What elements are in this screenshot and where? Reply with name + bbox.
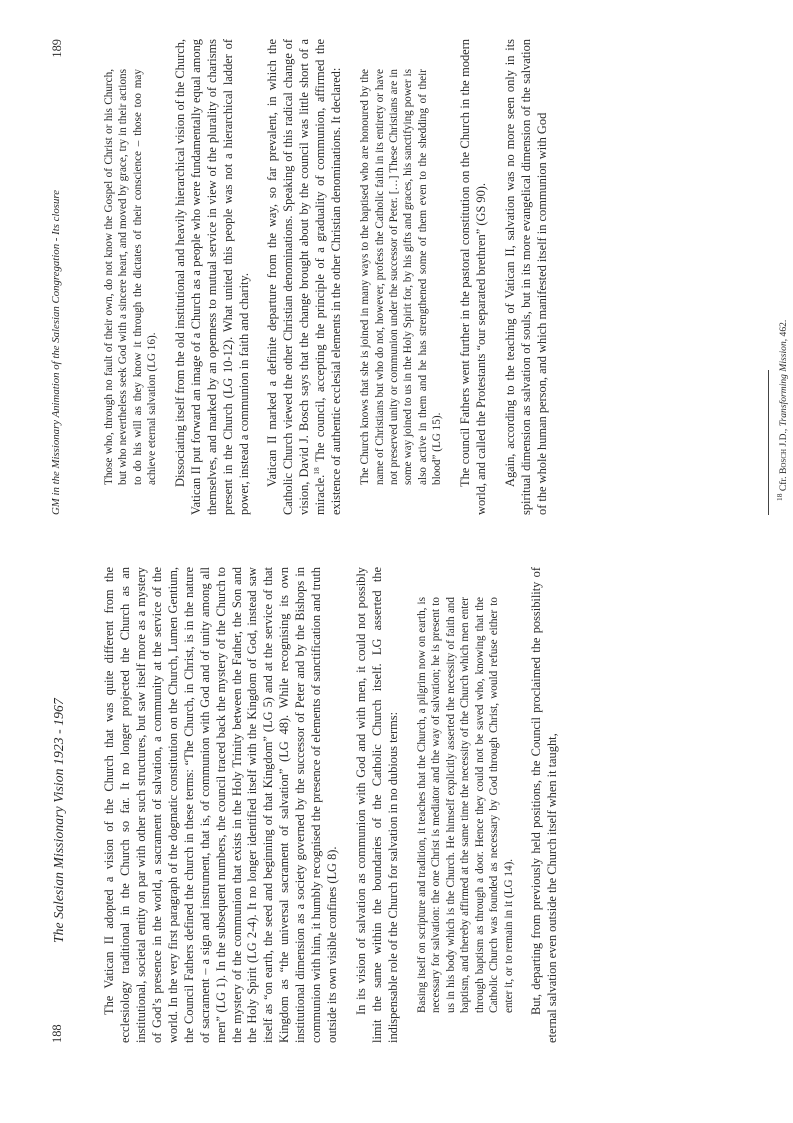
right-page xyxy=(50,39,789,515)
block-quote: The Church knows that she is joined in many ways to the baptised who are honoured by the name of Christians but who do not, however, profess the Catholic faith in its entirety or have not preserved unity or communion under the successor of Peter. […] These Christians are in some way joined to us in the Holy Spirit for, by his gifts and graces, his sanctifying power is also active in them and he has strengthened some of them even to the shedding of their blood” (LG 15). xyxy=(359,69,444,485)
block-quote: Basing itself on scripture and tradition, it teaches that the Church, a pilgrim now on earth, is necessary for salvation: the one Christ is mediator and the way of salvation; he is present to us in his body which is the Church. He himself explicitly asserted the necessity of faith and baptism, and thereby affirmed at the same time the necessity of the Church which men enter through baptism as through a door. Hence they could not be saved who, knowing that the Catholic Church was founded as necessary by God through Christ, would refuse either to enter it, or to remain in it (LG 14). xyxy=(415,597,515,1013)
paragraph: But, departing from previously held positions, the Council proclaimed the possibility of eternal salvation even outside the Church itself when it taught, xyxy=(528,567,559,1043)
footnote-rule xyxy=(768,370,769,515)
left-header xyxy=(50,567,72,1043)
footnote-ref: 18 xyxy=(312,467,322,475)
page-number: 189 xyxy=(50,39,64,58)
paragraph: The Vatican II adopted a vision of the Church that was quite different from the ecclesiology traditional in the Church so far. It no longer projected the Church as an institutional, societal entity on par with other such structures, but saw itself more as a mystery of God’s presence in the world, a sacrament of salvation, a community at the service of the world. In the very first paragraph of the dogmatic constitution on the Church, Lumen Gentium, the Council Fathers defined the church in these terms: “The Church, in Christ, is in the nature of sacrament – a sign and instrument, that is, of communion with God and of unity among all men” (LG 1). In the subsequent numbers, the council traced back the mystery of the Church to the mystery of the communion that exists in the Holy Trinity between the Father, the Son and the Holy Spirit (LG 2-4). It no longer identified itself with the Kingdom of God, instead saw itself as “on earth, the seed and beginning of that Kingdom” (LG 5) and at the service of that Kingdom as “the universal sacrament of salvation” (LG 48). While recognising its own institutional dimension as a society governed by the successor of Peter and by the Bishops in communion with him, it humbly recognised the presence of elements of sanctification and truth outside its own visible confines (LG 8). xyxy=(102,567,340,1043)
footnote-text: J.D., xyxy=(778,426,789,449)
footnote-author: Bosch xyxy=(778,448,789,475)
left-page xyxy=(50,567,561,1043)
block-quote: Those who, through no fault of their own, do not know the Gospel of Christ or his Church, but who nevertheless seek God with a sincere heart, and moved by grace, try in their actions to do his will as they know it through the dictates of their conscience – those too may achieve eternal salvation (LG 16). xyxy=(103,69,159,485)
running-title: The Salesian Missionary Vision 1923 - 1967 xyxy=(51,698,66,943)
footnote-title: Transforming Mission, xyxy=(778,338,789,427)
footnote-number: 18 xyxy=(774,493,784,501)
paragraph-text: Vatican II marked a definite departure from the way, so far prevalent, in which the Catholic Church viewed the other Christian denominations. Speaking of this radical change of vision, David J. Bosch says that the change brought about by the council was little short of a miracle. xyxy=(265,39,328,515)
paragraph-text: The council, accepting the principle of a graduality of communion, affirmed the existence of authentic ecclesial elements in the other Christian denominations. It declared: xyxy=(313,39,344,515)
footnote-cfr: Cfr. xyxy=(778,474,789,492)
paragraph xyxy=(265,39,345,515)
paragraph: The council Fathers went further in the pastoral constitution on the Church in the modern world, and called the Protestants “our separated brethren” (GS 90). xyxy=(457,39,488,515)
page-number: 188 xyxy=(50,1024,64,1043)
paragraph: Again, according to the teaching of Vatican II, salvation was no more seen only in its spiritual dimension as salvation of souls, but in its more evangelical dimension of the salvation of the whole human person, and which manifested itself in communion with God xyxy=(502,39,549,515)
paragraph: In its vision of salvation as communion with God and with men, it could not possibly limit the same within the boundaries of the Catholic Church itself. LG asserted the indispensable role of the Church for salvation in no dubious terms: xyxy=(354,567,400,1043)
footnote xyxy=(774,319,790,501)
footnote-page: 462. xyxy=(778,319,789,339)
running-head: GM in the Missionary Animation of the Salesian Congregation - Its closure xyxy=(50,190,62,515)
paragraph: Dissociating itself from the old institutional and heavily hierarchical vision of the Church, Vatican II put forward an image of a Church as a people who were fundamentally equal among themselves, and marked by an openness to mutual service in view of the plurality of charisms present in the Church (LG 10-12). What united this people was not a hierarchical ladder of power, instead a communion in faith and charity. xyxy=(172,39,251,515)
left-body xyxy=(102,567,561,1043)
right-body xyxy=(102,39,550,515)
right-header xyxy=(50,39,72,515)
